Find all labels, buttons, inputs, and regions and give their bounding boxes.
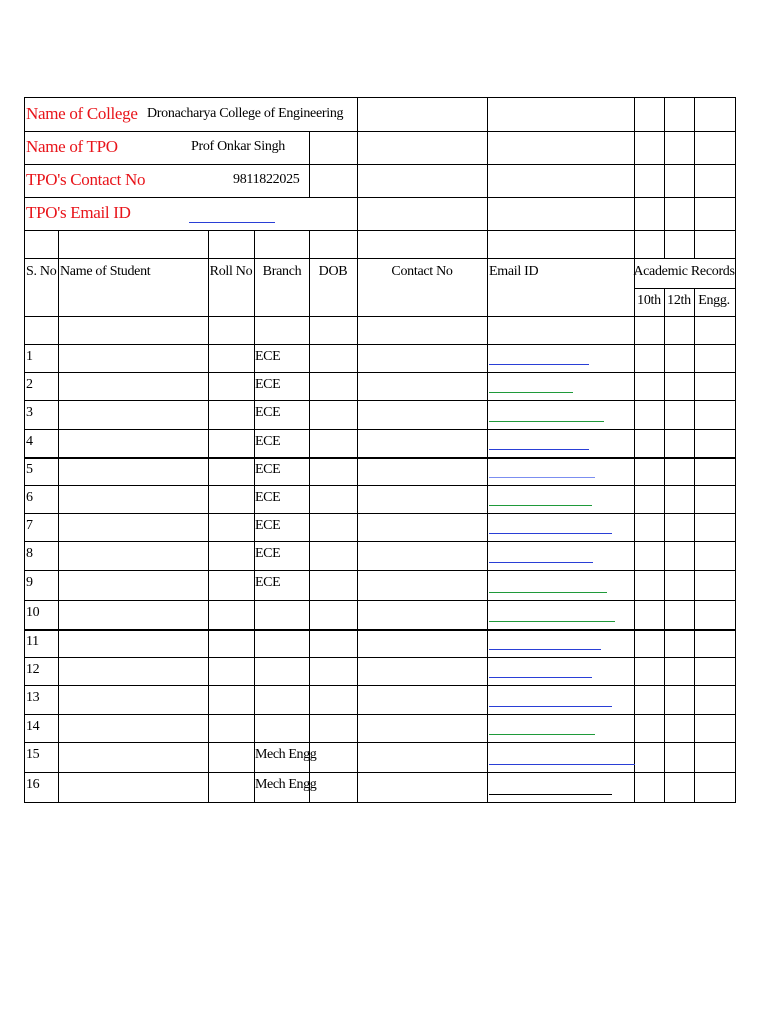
- row-email-link[interactable]: [489, 621, 615, 622]
- grid-row-line: [24, 629, 735, 631]
- row-email-link[interactable]: [489, 649, 601, 650]
- grid-row-line: [24, 742, 735, 743]
- tpo-contact-value: 9811822025: [233, 172, 300, 187]
- row-email-link[interactable]: [489, 477, 595, 478]
- row-branch: ECE: [255, 434, 281, 449]
- grid-col-line: [208, 230, 209, 802]
- row-sno: 11: [26, 634, 39, 649]
- header-email-id: Email ID: [489, 264, 539, 279]
- row-sno: 10: [26, 605, 40, 620]
- grid-col-line: [357, 97, 358, 230]
- header-engg: Engg.: [698, 293, 730, 308]
- grid-row-line: [24, 400, 735, 401]
- row-branch: ECE: [255, 462, 281, 477]
- row-branch: ECE: [255, 490, 281, 505]
- header-12th: 12th: [667, 293, 691, 308]
- grid-col-line: [58, 230, 59, 802]
- row-sno: 13: [26, 690, 40, 705]
- academic-subheader-line: [634, 288, 735, 289]
- header-dob: DOB: [318, 264, 348, 279]
- grid-col-line: [694, 288, 695, 802]
- grid-row-line: [24, 570, 735, 571]
- row-email-link[interactable]: [489, 421, 604, 422]
- grid-row-line: [24, 230, 735, 231]
- row-sno: 5: [26, 462, 33, 477]
- row-email-link[interactable]: [489, 562, 593, 563]
- grid-col-line: [694, 230, 695, 258]
- grid-col-line: [254, 230, 255, 802]
- header-contact-no: Contact No: [391, 264, 453, 279]
- row-email-link[interactable]: [489, 677, 592, 678]
- grid-col-line: [357, 230, 358, 802]
- tpo-email-link[interactable]: [189, 222, 275, 223]
- grid-col-line: [309, 131, 310, 197]
- college-name-value: Dronacharya College of Engineering: [147, 106, 344, 121]
- grid-col-line: [664, 230, 665, 258]
- tpo-name-label: Name of TPO: [26, 137, 118, 156]
- row-branch: ECE: [255, 518, 281, 533]
- grid-row-line: [24, 685, 735, 686]
- row-email-link[interactable]: [489, 392, 573, 393]
- row-email-link[interactable]: [489, 734, 595, 735]
- row-branch: ECE: [255, 377, 281, 392]
- grid-row-line: [24, 97, 735, 98]
- grid-row-line: [24, 802, 735, 803]
- grid-col-line: [664, 97, 665, 230]
- tpo-email-label: TPO's Email ID: [26, 203, 131, 222]
- row-branch: Mech Engg: [255, 777, 317, 792]
- row-sno: 15: [26, 747, 40, 762]
- row-email-link[interactable]: [489, 533, 612, 534]
- header-10th: 10th: [637, 293, 661, 308]
- grid-col-line: [735, 97, 736, 803]
- grid-row-line: [24, 541, 735, 542]
- header-student-name: Name of Student: [60, 264, 151, 279]
- grid-row-line: [24, 131, 735, 132]
- grid-col-line: [634, 97, 635, 230]
- grid-row-line: [24, 714, 735, 715]
- grid-row-line: [24, 772, 735, 773]
- grid-row-line: [24, 657, 735, 658]
- tpo-student-sheet: [24, 97, 735, 802]
- grid-col-line: [24, 97, 25, 802]
- header-academic-records: Academic Records: [633, 264, 735, 279]
- row-sno: 9: [26, 575, 33, 590]
- row-email-link[interactable]: [489, 764, 635, 765]
- row-sno: 2: [26, 377, 33, 392]
- grid-row-line: [24, 600, 735, 601]
- row-sno: 4: [26, 434, 33, 449]
- grid-row-line: [24, 429, 735, 430]
- row-sno: 8: [26, 546, 33, 561]
- row-branch: ECE: [255, 575, 281, 590]
- row-branch: ECE: [255, 349, 281, 364]
- grid-row-line: [24, 164, 735, 165]
- row-email-link[interactable]: [489, 449, 589, 450]
- tpo-name-value: Prof Onkar Singh: [191, 139, 285, 154]
- row-email-link[interactable]: [489, 706, 612, 707]
- grid-row-line: [24, 258, 735, 259]
- header-sno: S. No: [26, 264, 57, 279]
- row-email-link[interactable]: [489, 794, 612, 795]
- grid-row-line: [24, 316, 735, 317]
- row-email-link[interactable]: [489, 364, 589, 365]
- grid-col-line: [634, 230, 635, 802]
- grid-row-line: [24, 457, 735, 459]
- grid-col-line: [487, 97, 488, 230]
- grid-row-line: [24, 513, 735, 514]
- grid-col-line: [487, 230, 488, 802]
- grid-col-line: [664, 288, 665, 802]
- row-sno: 16: [26, 777, 40, 792]
- grid-row-line: [24, 485, 735, 486]
- row-branch: ECE: [255, 405, 281, 420]
- grid-row-line: [24, 372, 735, 373]
- row-branch: ECE: [255, 546, 281, 561]
- grid-row-line: [24, 197, 735, 198]
- row-email-link[interactable]: [489, 592, 607, 593]
- row-branch: Mech Engg: [255, 747, 317, 762]
- grid-col-line: [309, 230, 310, 802]
- header-branch: Branch: [262, 264, 302, 279]
- row-sno: 3: [26, 405, 33, 420]
- row-sno: 6: [26, 490, 33, 505]
- grid-col-line: [694, 97, 695, 230]
- college-label: Name of College: [26, 104, 138, 123]
- row-sno: 14: [26, 719, 40, 734]
- tpo-contact-label: TPO's Contact No: [26, 170, 146, 189]
- row-sno: 1: [26, 349, 33, 364]
- row-sno: 12: [26, 662, 40, 677]
- row-sno: 7: [26, 518, 33, 533]
- row-email-link[interactable]: [489, 505, 592, 506]
- header-roll-no: Roll No: [209, 264, 253, 279]
- grid-row-line: [24, 344, 735, 345]
